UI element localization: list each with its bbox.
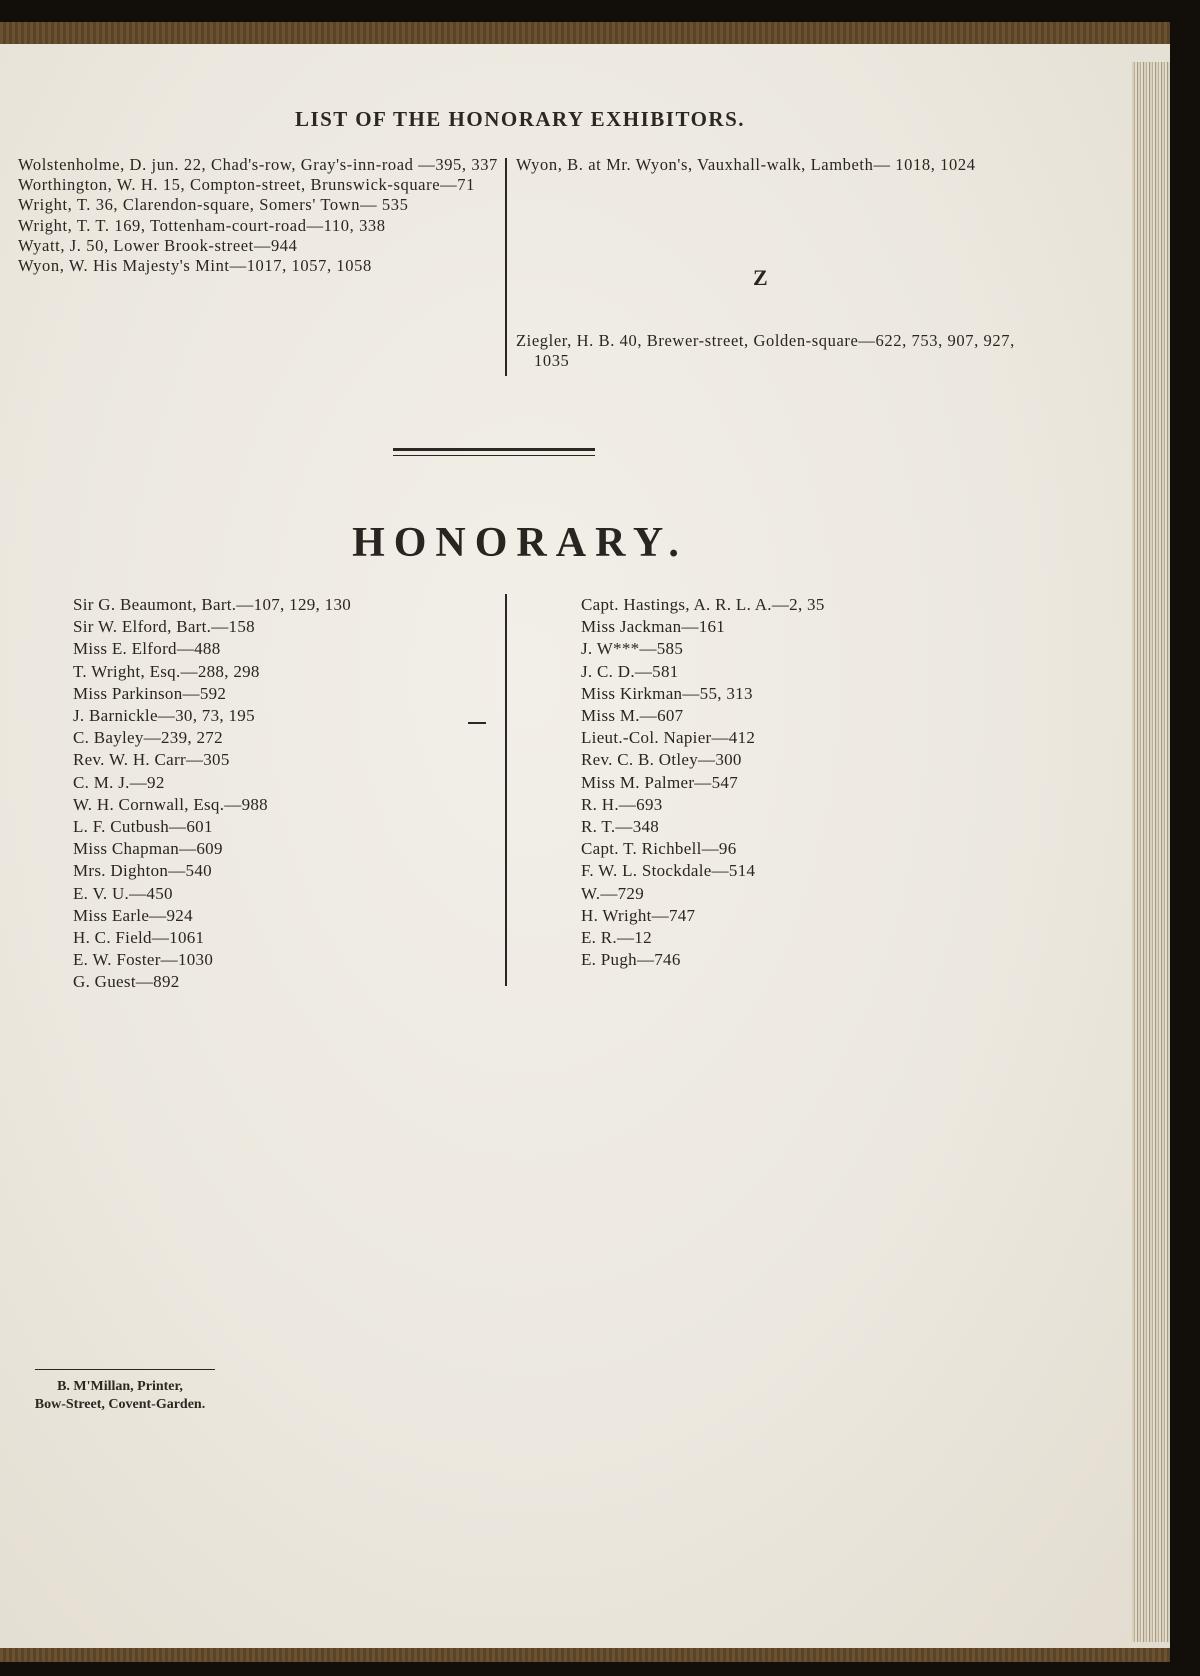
- exhibitor-entry: Ziegler, H. B. 40, Brewer-street, Golden-square—622, 753, 907, 927, 1035: [516, 331, 1015, 371]
- binding-cloth-bottom: [0, 1648, 1170, 1662]
- honorary-entry: H. C. Field—1061: [73, 928, 205, 948]
- exhibitor-entry: Wyatt, J. 50, Lower Brook-street—944: [18, 235, 298, 255]
- honorary-entry: W.—729: [581, 883, 645, 903]
- exhibitor-entry: Wyon, W. His Majesty's Mint—1017, 1057, 1058: [18, 256, 372, 276]
- honorary-entry: E. V. U.—450: [73, 883, 173, 903]
- honorary-entry: R. H.—693: [581, 794, 663, 814]
- printer-line: B. M'Millan, Printer,: [57, 1379, 183, 1394]
- column-divider: [505, 158, 507, 376]
- honorary-entry: Capt. T. Richbell—96: [581, 839, 737, 859]
- honorary-entry: Miss Chapman—609: [73, 839, 223, 859]
- honorary-entry: J. C. D.—581: [581, 661, 679, 681]
- section-rule-thin: [393, 455, 595, 456]
- exhibitor-entry: Wright, T. T. 169, Tottenham-court-road—110, 338: [18, 215, 386, 235]
- honorary-entry: E. R.—12: [581, 928, 652, 948]
- book-page: [0, 22, 1170, 1662]
- honorary-entry: Sir W. Elford, Bart.—158: [73, 617, 255, 637]
- honorary-title: HONORARY.: [352, 520, 688, 566]
- section-letter: Z: [753, 265, 768, 290]
- honorary-entry: Miss E. Elford—488: [73, 639, 221, 659]
- exhibitor-entry: Wright, T. 36, Clarendon-square, Somers' Town— 535: [18, 195, 409, 215]
- honorary-entry: Miss Earle—924: [73, 905, 193, 925]
- honorary-entry: Rev. W. H. Carr—305: [73, 750, 230, 770]
- honorary-entry: J. W***—585: [581, 639, 684, 659]
- z-section-column: [516, 331, 1016, 371]
- binding-cloth-top: [0, 22, 1170, 44]
- honorary-entry: L. F. Cutbush—601: [73, 817, 213, 837]
- honorary-entry: T. Wright, Esq.—288, 298: [73, 661, 260, 681]
- honorary-entry: E. Pugh—746: [581, 950, 681, 970]
- honorary-entry: Rev. C. B. Otley—300: [581, 750, 742, 770]
- honorary-entry: J. Barnickle—30, 73, 195: [73, 706, 255, 726]
- page-edges: [1132, 62, 1170, 1642]
- honorary-entry: Mrs. Dighton—540: [73, 861, 212, 881]
- honorary-right-column: [581, 594, 1001, 971]
- honorary-entry: Miss M.—607: [581, 706, 684, 726]
- printer-rule: [35, 1369, 215, 1370]
- section-rule: [393, 448, 595, 451]
- honorary-entry: Lieut.-Col. Napier—412: [581, 728, 756, 748]
- honorary-entry: C. Bayley—239, 272: [73, 728, 223, 748]
- honorary-entry: G. Guest—892: [73, 972, 180, 992]
- honorary-entry: E. W. Foster—1030: [73, 950, 214, 970]
- top-left-column: [18, 155, 502, 276]
- printer-address: Bow-Street, Covent-Garden.: [34, 1397, 206, 1412]
- exhibitor-entry: Wolstenholme, D. jun. 22, Chad's-row, Gray's-inn-road —395, 337: [18, 155, 498, 174]
- honorary-column-divider: [505, 594, 507, 986]
- honorary-entry: Miss Jackman—161: [581, 617, 726, 637]
- honorary-entry: Miss M. Palmer—547: [581, 772, 738, 792]
- honorary-entry: R. T.—348: [581, 817, 660, 837]
- honorary-left-column: [73, 594, 493, 994]
- printer-imprint: [0, 1378, 240, 1414]
- honorary-entry: F. W. L. Stockdale—514: [581, 861, 756, 881]
- honorary-entry: Miss Kirkman—55, 313: [581, 683, 753, 703]
- top-right-column: [516, 155, 1016, 175]
- stray-mark: [468, 722, 486, 724]
- running-head: LIST OF THE HONORARY EXHIBITORS.: [294, 107, 746, 131]
- exhibitor-entry: Wyon, B. at Mr. Wyon's, Vauxhall-walk, Lambeth— 1018, 1024: [516, 155, 976, 174]
- honorary-entry: H. Wright—747: [581, 905, 696, 925]
- honorary-entry: Capt. Hastings, A. R. L. A.—2, 35: [581, 595, 825, 614]
- honorary-entry: C. M. J.—92: [73, 772, 165, 792]
- honorary-entry: Sir G. Beaumont, Bart.—107, 129, 130: [73, 595, 352, 614]
- exhibitor-entry: Worthington, W. H. 15, Compton-street, Brunswick-square—71: [18, 175, 475, 195]
- honorary-entry: W. H. Cornwall, Esq.—988: [73, 794, 268, 814]
- honorary-entry: Miss Parkinson—592: [73, 683, 227, 703]
